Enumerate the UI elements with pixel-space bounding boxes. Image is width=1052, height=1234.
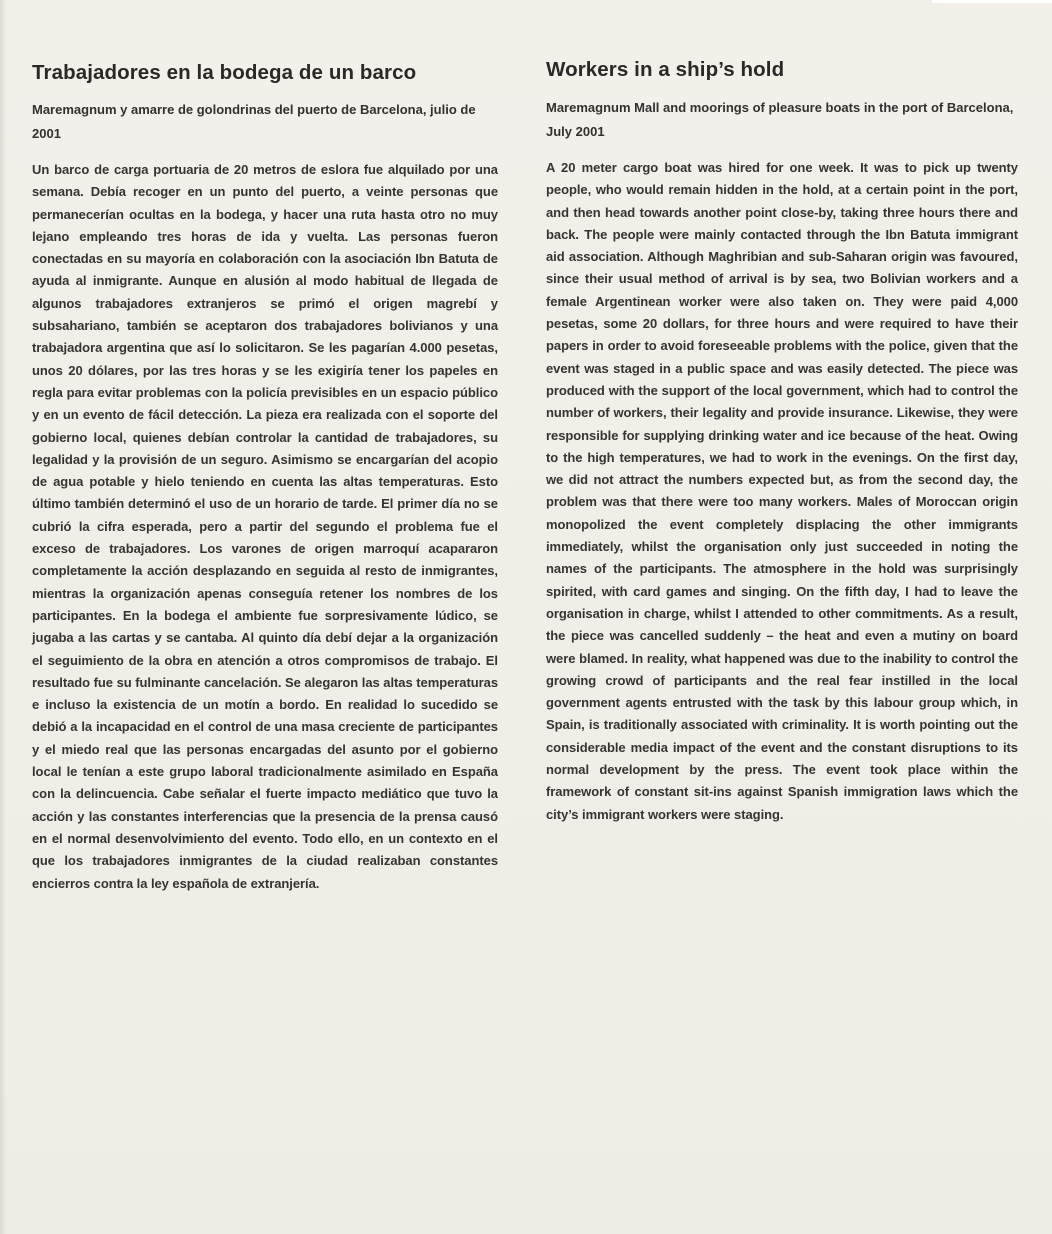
spanish-subtitle: Maremagnum y amarre de golondrinas del puerto de Barcelona, julio de 2001	[32, 102, 476, 141]
scan-edge-strip	[932, 0, 1052, 3]
spanish-column	[32, 58, 498, 895]
spanish-body-text: Un barco de carga portuaria de 20 metros de eslora fue alquilado por una semana. Debía recoger en un punto del puerto, a veinte personas que permanecerían ocultas en la bodega, y hacer una ruta hasta otro no muy lejano empleando tres horas de ida y vuelta. Las personas fueron conectadas en su mayoría en colaboración con la asociación Ibn Batuta de ayuda al inmigrante. Aunque en alusión al modo habitual de llegada de algunos trabajadores extranjeros se primó el origen magrebí y subsahariano, también se aceptaron dos trabajadores bolivianos y una trabajadora argentina que así lo solicitaron. Se les pagarían 4.000 pesetas, unos 20 dólares, por las tres horas y se les exigiría tener los papeles en regla para evitar problemas con la policía previsibles en un espacio público y en un evento de fácil detección. La pieza era realizada con el soporte del gobierno local, quienes debían controlar la cantidad de trabajadores, su legalidad y la provisión de un seguro. Asimismo se encargarían del acopio de agua potable y hielo teniendo en cuenta las altas temperaturas. Esto último también determinó el uso de un horario de tarde. El primer día no se cubrió la cifra esperada, pero a partir del segundo el problema fue el exceso de trabajadores. Los varones de origen marroquí acapararon completamente la acción desplazando en seguida al resto de inmigrantes, mientras la organización apenas conseguía retener los nombres de los participantes. En la bodega el ambiente fue sorpresivamente lúdico, se jugaba a las cartas y se cantaba. Al quinto día debí dejar a la organización el seguimiento de la obra en atención a otros compromisos de trabajo. El resultado fue su fulminante cancelación. Se alegaron las altas temperaturas e incluso la existencia de un motín a bordo. En realidad lo sucedido se debió a la incapacidad en el control de una masa creciente de participantes y el miedo real que las personas encargadas del asunto por el gobierno local le tenían a este grupo laboral tradicionalmente asimilado en España con la delincuencia. Cabe señalar el fuerte impacto mediático que tuvo la acción y las constantes interferencias que la presencia de la prensa causó en el normal desenvolvimiento del evento. Todo ello, en un contexto en el que los trabajadores inmigrantes de la ciudad realizaban constantes encierros contra la ley española de extranjería.	[32, 162, 498, 891]
english-body-text: A 20 meter cargo boat was hired for one week. It was to pick up twenty people, who would remain hidden in the hold, at a certain point in the port, and then head towards another point close-by, taking three hours there and back. The people were mainly contacted through the Ibn Batuta immigrant aid association. Although Maghribian and sub-Saharan origin was favoured, since their usual method of arrival is by sea, two Bolivian workers and a female Argentinean worker were also taken on. They were paid 4,000 pesetas, some 20 dollars, for three hours and were required to have their papers in order to avoid foreseeable problems with the police, given that the event was staged in a public space and was easily detected. The piece was produced with the support of the local government, which had to control the number of workers, their legality and provide insurance. Likewise, they were responsible for supplying drinking water and ice because of the heat. Owing to the high temperatures, we had to work in the evenings. On the first day, we did not attract the numbers expected but, as from the second day, the problem was that there were too many workers. Males of Moroccan origin monopolized the event completely displacing the other immigrants immediately, whilst the organisation only just succeeded in noting the names of the participants. The atmosphere in the hold was surprisingly spirited, with card games and singing. On the fifth day, I had to leave the organisation in charge, whilst I attended to other commitments. As a result, the piece was cancelled suddenly – the heat and even a mutiny on board were blamed. In reality, what happened was due to the inability to control the growing crowd of participants and the real fear instilled in the local government agents entrusted with the task by this labour group which, in Spain, is traditionally associated with criminality. It is worth pointing out the considerable media impact of the event and the constant disruptions to its normal development by the press. The event took place within the framework of constant sit-ins against Spanish immigration laws which the city’s immigrant workers were staging.	[546, 160, 1018, 822]
spanish-title: Trabajadores en la bodega de un barco	[32, 61, 417, 84]
english-subtitle: Maremagnum Mall and moorings of pleasure boats in the port of Barcelona, July 2001	[546, 100, 1014, 139]
english-title: Workers in a ship’s hold	[546, 58, 785, 81]
english-column	[546, 58, 1018, 826]
page-edge-shadow	[0, 0, 6, 1234]
